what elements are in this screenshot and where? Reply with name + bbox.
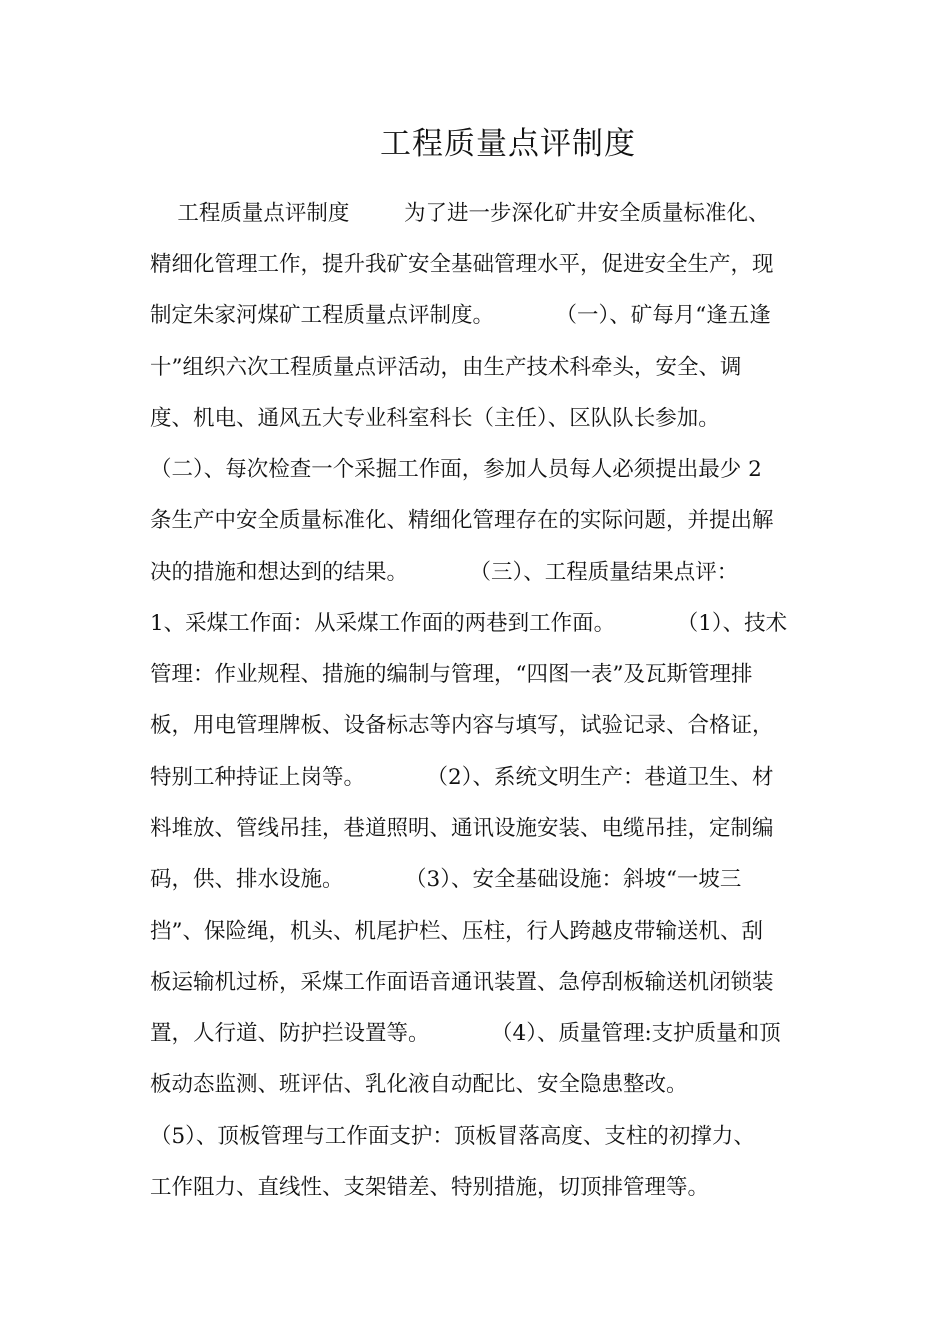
body-line-4: 十”组织六次工程质量点评活动，由生产技术科牵头，安全、调: [150, 355, 742, 380]
body-line-15: 挡”、保险绳，机头、机尾护栏、压柱，行人跨越皮带输送机、刮: [150, 919, 763, 944]
body-line-16: 板运输机过桥，采煤工作面语音通讯装置、急停刮板输送机闭锁装: [150, 970, 774, 995]
body-line-2: 精细化管理工作，提升我矿安全基础管理水平，促进安全生产，现: [150, 252, 774, 277]
body-line-11: 板，用电管理牌板、设备标志等内容与填写，试验记录、合格证，: [150, 713, 774, 738]
document-title: 工程质量点评制度: [380, 126, 636, 162]
body-line-10: 管理：作业规程、措施的编制与管理，“四图一表”及瓦斯管理排: [150, 662, 753, 687]
body-line-7: 条生产中安全质量标准化、精细化管理存在的实际问题，并提出解: [150, 508, 774, 533]
body-line-20: 工作阻力、直线性、支架错差、特别措施，切顶排管理等。: [150, 1175, 710, 1200]
body-line-18: 板动态监测、班评估、乳化液自动配比、安全隐患整改。: [150, 1072, 688, 1097]
body-line-3: 制定朱家河煤矿工程质量点评制度。 （一）、矿每月“逢五逢: [150, 303, 771, 328]
body-line-8: 决的措施和想达到的结果。 （三）、工程质量结果点评：: [150, 560, 739, 585]
body-line-14: 码，供、排水设施。 （3）、安全基础设施：斜坡“一坡三: [150, 867, 742, 892]
body-line-19: （5）、顶板管理与工作面支护：顶板冒落高度、支柱的初撑力、: [150, 1124, 755, 1149]
body-line-13: 料堆放、管线吊挂，巷道照明、通讯设施安装、电缆吊挂，定制编: [150, 816, 774, 841]
body-line-12: 特别工种持证上岗等。 （2）、系统文明生产：巷道卫生、材: [150, 765, 774, 790]
body-line-1: 工程质量点评制度 为了进一步深化矿井安全质量标准化、: [150, 201, 770, 226]
body-line-9: 1、采煤工作面：从采煤工作面的两巷到工作面。 （1）、技术: [150, 611, 788, 636]
body-line-17: 置，人行道、防护拦设置等。 （4）、质量管理:支护质量和顶: [150, 1021, 781, 1046]
body-line-5: 度、机电、通风五大专业科室科长（主任）、区队队长参加。: [150, 406, 720, 431]
body-line-6: （二）、每次检查一个采掘工作面，参加人员每人必须提出最少 2: [150, 457, 762, 482]
